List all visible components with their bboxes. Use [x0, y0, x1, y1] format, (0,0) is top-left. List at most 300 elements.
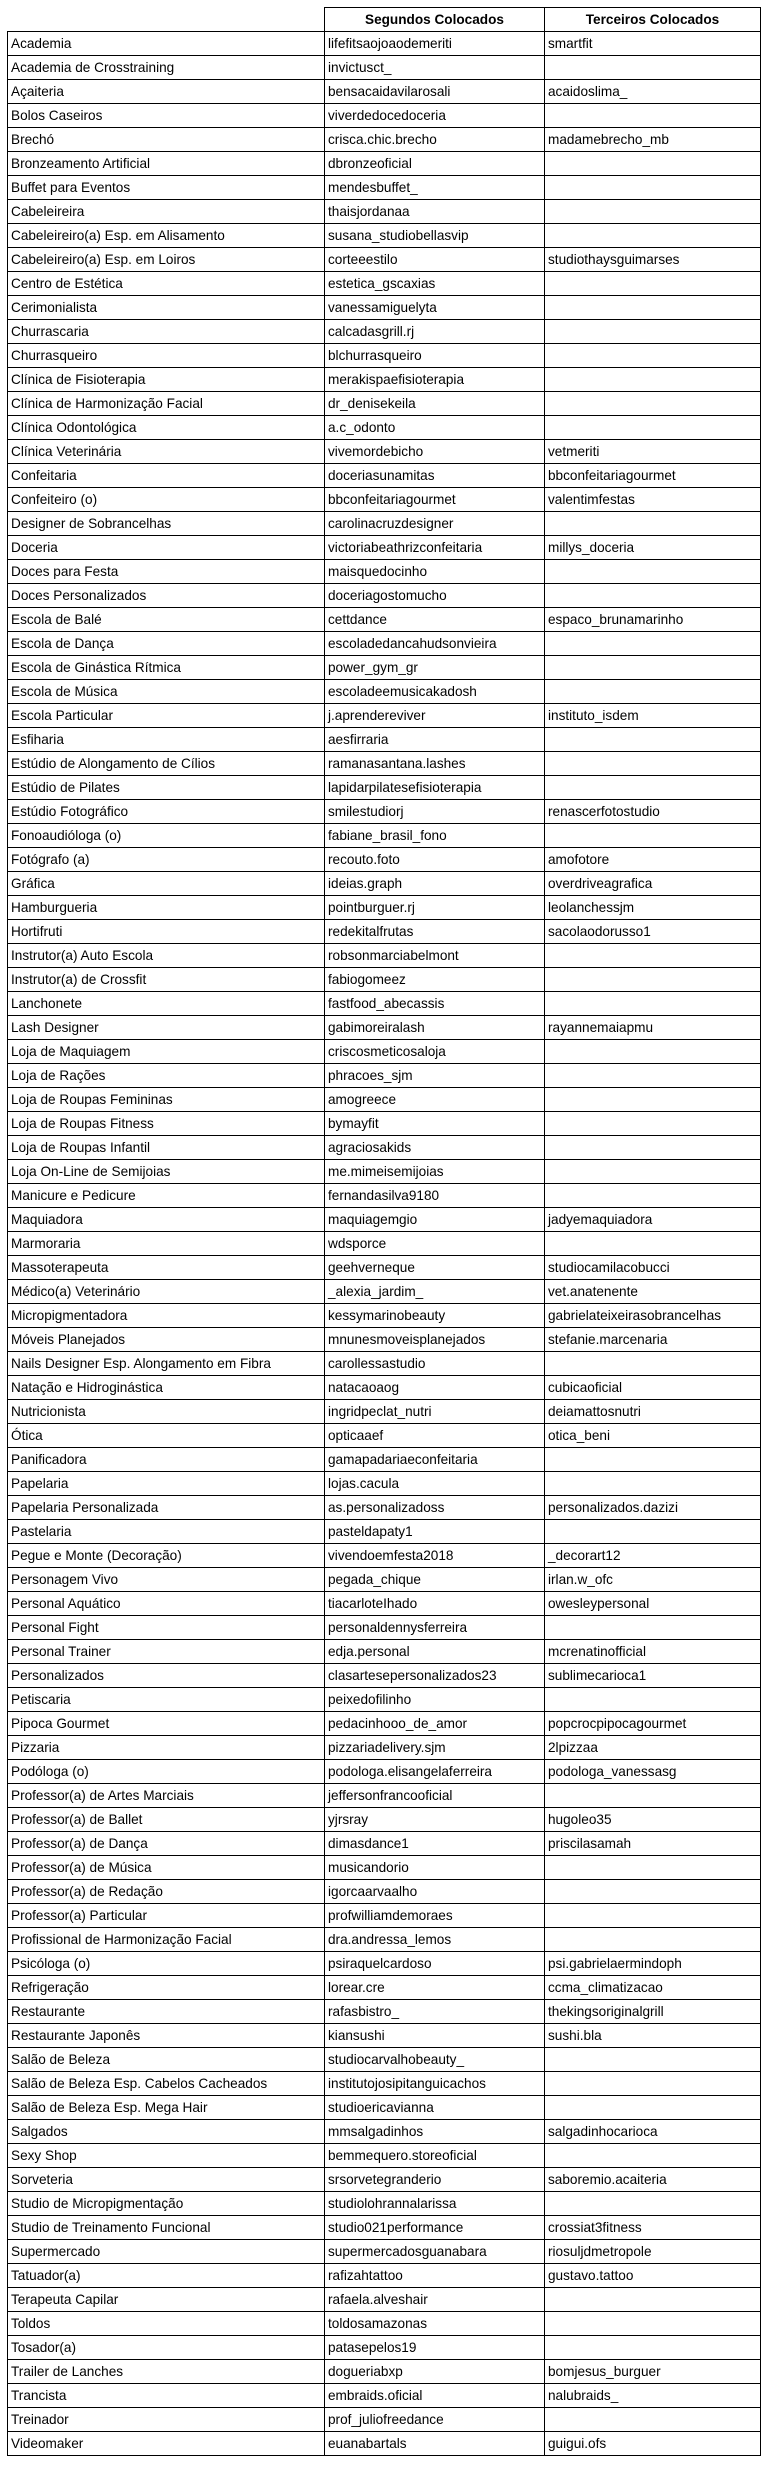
category-cell: Pastelaria — [8, 1520, 325, 1544]
table-row — [8, 944, 761, 968]
category-cell: Confeiteiro (o) — [8, 488, 325, 512]
category-cell: Refrigeração — [8, 1976, 325, 2000]
table-row — [8, 416, 761, 440]
second-place-cell: _alexia_jardim_ — [325, 1280, 545, 1304]
third-place-cell — [545, 392, 761, 416]
second-place-cell: fabiane_brasil_fono — [325, 824, 545, 848]
table-row — [8, 1256, 761, 1280]
category-cell: Nutricionista — [8, 1400, 325, 1424]
third-place-cell: nalubraids_ — [545, 2384, 761, 2408]
table-body — [8, 32, 761, 2456]
second-place-cell: gabimoreiralash — [325, 1016, 545, 1040]
category-cell: Doceria — [8, 536, 325, 560]
second-place-cell: musicandorio — [325, 1856, 545, 1880]
third-place-cell: rayannemaiapmu — [545, 1016, 761, 1040]
second-place-cell: prof_juliofreedance — [325, 2408, 545, 2432]
table-row — [8, 1928, 761, 1952]
category-cell: Médico(a) Veterinário — [8, 1280, 325, 1304]
second-place-cell: dogueriabxp — [325, 2360, 545, 2384]
second-place-cell: psiraquelcardoso — [325, 1952, 545, 1976]
category-cell: Panificadora — [8, 1448, 325, 1472]
header-second-place: Segundos Colocados — [325, 8, 545, 32]
table-row — [8, 608, 761, 632]
third-place-cell — [545, 1136, 761, 1160]
category-cell: Academia de Crosstraining — [8, 56, 325, 80]
third-place-cell — [545, 728, 761, 752]
table-row — [8, 128, 761, 152]
table-row — [8, 1496, 761, 1520]
table-row — [8, 1424, 761, 1448]
second-place-cell: dr_denisekeila — [325, 392, 545, 416]
table-row — [8, 248, 761, 272]
table-row — [8, 1904, 761, 1928]
second-place-cell: fabiogomeez — [325, 968, 545, 992]
table-row — [8, 2288, 761, 2312]
second-place-cell: crisca.chic.brecho — [325, 128, 545, 152]
second-place-cell: phracoes_sjm — [325, 1064, 545, 1088]
third-place-cell — [545, 656, 761, 680]
category-cell: Tatuador(a) — [8, 2264, 325, 2288]
table-row — [8, 1784, 761, 1808]
second-place-cell: recouto.foto — [325, 848, 545, 872]
second-place-cell: mmsalgadinhos — [325, 2120, 545, 2144]
table-row — [8, 584, 761, 608]
second-place-cell: bemmequero.storeoficial — [325, 2144, 545, 2168]
third-place-cell — [545, 152, 761, 176]
third-place-cell: psi.gabrielaermindoph — [545, 1952, 761, 1976]
table-row — [8, 1040, 761, 1064]
table-row — [8, 392, 761, 416]
third-place-cell — [545, 752, 761, 776]
category-cell: Professor(a) de Dança — [8, 1832, 325, 1856]
second-place-cell: viverdedocedoceria — [325, 104, 545, 128]
second-place-cell: dra.andressa_lemos — [325, 1928, 545, 1952]
third-place-cell: millys_doceria — [545, 536, 761, 560]
second-place-cell: me.mimeisemijoias — [325, 1160, 545, 1184]
third-place-cell — [545, 512, 761, 536]
category-cell: Manicure e Pedicure — [8, 1184, 325, 1208]
third-place-cell — [545, 1520, 761, 1544]
third-place-cell: sushi.bla — [545, 2024, 761, 2048]
category-cell: Pizzaria — [8, 1736, 325, 1760]
category-cell: Tosador(a) — [8, 2336, 325, 2360]
third-place-cell — [545, 560, 761, 584]
header-third-place: Terceiros Colocados — [545, 8, 761, 32]
third-place-cell: madamebrecho_mb — [545, 128, 761, 152]
third-place-cell — [545, 1112, 761, 1136]
category-cell: Doces Personalizados — [8, 584, 325, 608]
second-place-cell: lojas.cacula — [325, 1472, 545, 1496]
category-cell: Doces para Festa — [8, 560, 325, 584]
category-cell: Professor(a) de Música — [8, 1856, 325, 1880]
third-place-cell — [545, 584, 761, 608]
third-place-cell — [545, 1064, 761, 1088]
third-place-cell: cubicaoficial — [545, 1376, 761, 1400]
second-place-cell: peixedofilinho — [325, 1688, 545, 1712]
third-place-cell — [545, 296, 761, 320]
category-cell: Esfiharia — [8, 728, 325, 752]
third-place-cell — [545, 416, 761, 440]
second-place-cell: smilestudiorj — [325, 800, 545, 824]
category-cell: Treinador — [8, 2408, 325, 2432]
category-cell: Professor(a) de Redação — [8, 1880, 325, 1904]
table-row — [8, 1232, 761, 1256]
third-place-cell: gabrielateixeirasobrancelhas — [545, 1304, 761, 1328]
category-cell: Loja de Roupas Infantil — [8, 1136, 325, 1160]
second-place-cell: studiolohrannalarissa — [325, 2192, 545, 2216]
category-cell: Trancista — [8, 2384, 325, 2408]
second-place-cell: redekitalfrutas — [325, 920, 545, 944]
third-place-cell — [545, 1856, 761, 1880]
table-row — [8, 1400, 761, 1424]
second-place-cell: calcadasgrill.rj — [325, 320, 545, 344]
second-place-cell: vivendoemfesta2018 — [325, 1544, 545, 1568]
table-row — [8, 1208, 761, 1232]
table-row — [8, 1856, 761, 1880]
third-place-cell — [545, 1040, 761, 1064]
table-row — [8, 1352, 761, 1376]
second-place-cell: robsonmarciabelmont — [325, 944, 545, 968]
category-cell: Sorveteria — [8, 2168, 325, 2192]
third-place-cell — [545, 200, 761, 224]
category-cell: Loja de Rações — [8, 1064, 325, 1088]
third-place-cell: mcrenatinofficial — [545, 1640, 761, 1664]
second-place-cell: rafizahtattoo — [325, 2264, 545, 2288]
second-place-cell: dimasdance1 — [325, 1832, 545, 1856]
third-place-cell: sacolaodorusso1 — [545, 920, 761, 944]
third-place-cell — [545, 824, 761, 848]
category-cell: Personagem Vivo — [8, 1568, 325, 1592]
category-cell: Academia — [8, 32, 325, 56]
third-place-cell: studiocamilacobucci — [545, 1256, 761, 1280]
second-place-cell: rafasbistro_ — [325, 2000, 545, 2024]
third-place-cell — [545, 56, 761, 80]
table-row — [8, 680, 761, 704]
third-place-cell: hugoleo35 — [545, 1808, 761, 1832]
table-row — [8, 2096, 761, 2120]
table-row — [8, 368, 761, 392]
third-place-cell — [545, 104, 761, 128]
category-cell: Estúdio de Pilates — [8, 776, 325, 800]
third-place-cell — [545, 272, 761, 296]
third-place-cell: salgadinhocarioca — [545, 2120, 761, 2144]
second-place-cell: toldosamazonas — [325, 2312, 545, 2336]
table-row — [8, 1448, 761, 1472]
table-row — [8, 2384, 761, 2408]
category-cell: Psicóloga (o) — [8, 1952, 325, 1976]
third-place-cell: bbconfeitariagourmet — [545, 464, 761, 488]
table-row — [8, 968, 761, 992]
third-place-cell: otica_beni — [545, 1424, 761, 1448]
table-row — [8, 272, 761, 296]
second-place-cell: escoladeemusicakadosh — [325, 680, 545, 704]
category-cell: Toldos — [8, 2312, 325, 2336]
table-row — [8, 80, 761, 104]
category-cell: Ótica — [8, 1424, 325, 1448]
table-row — [8, 1664, 761, 1688]
third-place-cell — [545, 1184, 761, 1208]
second-place-cell: aesfirraria — [325, 728, 545, 752]
third-place-cell — [545, 320, 761, 344]
results-table — [7, 7, 761, 2456]
third-place-cell: espaco_brunamarinho — [545, 608, 761, 632]
third-place-cell — [545, 2288, 761, 2312]
third-place-cell: smartfit — [545, 32, 761, 56]
table-row — [8, 2024, 761, 2048]
third-place-cell — [545, 1232, 761, 1256]
third-place-cell: bomjesus_burguer — [545, 2360, 761, 2384]
third-place-cell: vetmeriti — [545, 440, 761, 464]
table-row — [8, 800, 761, 824]
second-place-cell: a.c_odonto — [325, 416, 545, 440]
second-place-cell: supermercadosguanabara — [325, 2240, 545, 2264]
third-place-cell: owesleypersonal — [545, 1592, 761, 1616]
third-place-cell: gustavo.tattoo — [545, 2264, 761, 2288]
category-cell: Escola Particular — [8, 704, 325, 728]
category-cell: Restaurante — [8, 2000, 325, 2024]
category-cell: Escola de Balé — [8, 608, 325, 632]
third-place-cell — [545, 2336, 761, 2360]
category-cell: Centro de Estética — [8, 272, 325, 296]
third-place-cell: vet.anatenente — [545, 1280, 761, 1304]
second-place-cell: amogreece — [325, 1088, 545, 1112]
category-cell: Sexy Shop — [8, 2144, 325, 2168]
table-row — [8, 1472, 761, 1496]
second-place-cell: natacaoaog — [325, 1376, 545, 1400]
second-place-cell: kiansushi — [325, 2024, 545, 2048]
second-place-cell: corteeestilo — [325, 248, 545, 272]
second-place-cell: institutojosipitanguicachos — [325, 2072, 545, 2096]
second-place-cell: bymayfit — [325, 1112, 545, 1136]
third-place-cell: leolanchessjm — [545, 896, 761, 920]
table-row — [8, 1616, 761, 1640]
second-place-cell: maisquedocinho — [325, 560, 545, 584]
second-place-cell: pedacinhooo_de_amor — [325, 1712, 545, 1736]
third-place-cell — [545, 1088, 761, 1112]
category-cell: Professor(a) de Artes Marciais — [8, 1784, 325, 1808]
second-place-cell: kessymarinobeauty — [325, 1304, 545, 1328]
third-place-cell: riosuljdmetropole — [545, 2240, 761, 2264]
table-row — [8, 464, 761, 488]
second-place-cell: lorear.cre — [325, 1976, 545, 2000]
table-row — [8, 2312, 761, 2336]
third-place-cell: acaidoslima_ — [545, 80, 761, 104]
third-place-cell — [545, 2048, 761, 2072]
third-place-cell — [545, 1472, 761, 1496]
category-cell: Cabeleireira — [8, 200, 325, 224]
category-cell: Papelaria — [8, 1472, 325, 1496]
category-cell: Studio de Treinamento Funcional — [8, 2216, 325, 2240]
second-place-cell: gamapadariaeconfeitaria — [325, 1448, 545, 1472]
table-row — [8, 2144, 761, 2168]
table-row — [8, 1520, 761, 1544]
category-cell: Salão de Beleza Esp. Cabelos Cacheados — [8, 2072, 325, 2096]
third-place-cell: studiothaysguimarses — [545, 248, 761, 272]
second-place-cell: lifefitsaojoaodemeriti — [325, 32, 545, 56]
second-place-cell: lapidarpilatesefisioterapia — [325, 776, 545, 800]
second-place-cell: maquiagemgio — [325, 1208, 545, 1232]
category-cell: Nails Designer Esp. Alongamento em Fibra — [8, 1352, 325, 1376]
category-cell: Clínica Veterinária — [8, 440, 325, 464]
category-cell: Pegue e Monte (Decoração) — [8, 1544, 325, 1568]
third-place-cell — [545, 176, 761, 200]
second-place-cell: victoriabeathrizconfeitaria — [325, 536, 545, 560]
table-row — [8, 1088, 761, 1112]
table-row — [8, 2120, 761, 2144]
category-cell: Loja de Maquiagem — [8, 1040, 325, 1064]
second-place-cell: wdsporce — [325, 1232, 545, 1256]
category-cell: Brechó — [8, 128, 325, 152]
second-place-cell: power_gym_gr — [325, 656, 545, 680]
category-cell: Designer de Sobrancelhas — [8, 512, 325, 536]
third-place-cell: 2lpizzaa — [545, 1736, 761, 1760]
second-place-cell: vanessamiguelyta — [325, 296, 545, 320]
category-cell: Micropigmentadora — [8, 1304, 325, 1328]
third-place-cell: ccma_climatizacao — [545, 1976, 761, 2000]
third-place-cell: irlan.w_ofc — [545, 1568, 761, 1592]
table-row — [8, 2216, 761, 2240]
table-row — [8, 1832, 761, 1856]
category-cell: Terapeuta Capilar — [8, 2288, 325, 2312]
second-place-cell: carollessastudio — [325, 1352, 545, 1376]
table-row — [8, 848, 761, 872]
second-place-cell: blchurrasqueiro — [325, 344, 545, 368]
second-place-cell: bbconfeitariagourmet — [325, 488, 545, 512]
category-cell: Personal Aquático — [8, 1592, 325, 1616]
second-place-cell: srsorvetegranderio — [325, 2168, 545, 2192]
category-cell: Videomaker — [8, 2432, 325, 2456]
third-place-cell: instituto_isdem — [545, 704, 761, 728]
category-cell: Salão de Beleza — [8, 2048, 325, 2072]
category-cell: Lash Designer — [8, 1016, 325, 1040]
table-row — [8, 824, 761, 848]
category-cell: Personal Fight — [8, 1616, 325, 1640]
table-row — [8, 1544, 761, 1568]
second-place-cell: fastfood_abecassis — [325, 992, 545, 1016]
table-row — [8, 1280, 761, 1304]
category-cell: Estúdio de Alongamento de Cílios — [8, 752, 325, 776]
category-cell: Fotógrafo (a) — [8, 848, 325, 872]
second-place-cell: vivemordebicho — [325, 440, 545, 464]
second-place-cell: bensacaidavilarosali — [325, 80, 545, 104]
second-place-cell: as.personalizadoss — [325, 1496, 545, 1520]
table-row — [8, 1760, 761, 1784]
category-cell: Clínica de Harmonização Facial — [8, 392, 325, 416]
table-row — [8, 728, 761, 752]
third-place-cell — [545, 2144, 761, 2168]
third-place-cell: deiamattosnutri — [545, 1400, 761, 1424]
table-row — [8, 512, 761, 536]
category-cell: Restaurante Japonês — [8, 2024, 325, 2048]
table-row — [8, 1184, 761, 1208]
table-row — [8, 1064, 761, 1088]
table-row — [8, 1712, 761, 1736]
table-row — [8, 896, 761, 920]
third-place-cell: sublimecarioca1 — [545, 1664, 761, 1688]
third-place-cell — [545, 992, 761, 1016]
second-place-cell: mnunesmoveisplanejados — [325, 1328, 545, 1352]
table-row — [8, 1136, 761, 1160]
table-row — [8, 1376, 761, 1400]
category-cell: Professor(a) de Ballet — [8, 1808, 325, 1832]
table-row — [8, 656, 761, 680]
category-cell: Churrasqueiro — [8, 344, 325, 368]
second-place-cell: tiacarloteIhado — [325, 1592, 545, 1616]
third-place-cell: saboremio.acaiteria — [545, 2168, 761, 2192]
second-place-cell: pasteldapaty1 — [325, 1520, 545, 1544]
table-row — [8, 2192, 761, 2216]
category-cell: Trailer de Lanches — [8, 2360, 325, 2384]
third-place-cell — [545, 776, 761, 800]
second-place-cell: jeffersonfrancooficial — [325, 1784, 545, 1808]
third-place-cell — [545, 1616, 761, 1640]
table-row — [8, 2360, 761, 2384]
second-place-cell: igorcaarvaalho — [325, 1880, 545, 1904]
third-place-cell: podologa_vanessasg — [545, 1760, 761, 1784]
second-place-cell: personaldennysferreira — [325, 1616, 545, 1640]
third-place-cell: priscilasamah — [545, 1832, 761, 1856]
second-place-cell: agraciosakids — [325, 1136, 545, 1160]
table-row — [8, 296, 761, 320]
second-place-cell: profwilliamdemoraes — [325, 1904, 545, 1928]
category-cell: Personalizados — [8, 1664, 325, 1688]
table-row — [8, 1592, 761, 1616]
category-cell: Professor(a) Particular — [8, 1904, 325, 1928]
third-place-cell: valentimfestas — [545, 488, 761, 512]
third-place-cell: popcrocpipocagourmet — [545, 1712, 761, 1736]
category-cell: Maquiadora — [8, 1208, 325, 1232]
category-cell: Marmoraria — [8, 1232, 325, 1256]
third-place-cell — [545, 680, 761, 704]
table-row — [8, 1808, 761, 1832]
category-cell: Profissional de Harmonização Facial — [8, 1928, 325, 1952]
category-cell: Instrutor(a) Auto Escola — [8, 944, 325, 968]
table-row — [8, 536, 761, 560]
table-row — [8, 752, 761, 776]
category-cell: Supermercado — [8, 2240, 325, 2264]
second-place-cell: dbronzeoficial — [325, 152, 545, 176]
third-place-cell — [545, 632, 761, 656]
table-row — [8, 2408, 761, 2432]
second-place-cell: escoladedancahudsonvieira — [325, 632, 545, 656]
third-place-cell — [545, 944, 761, 968]
category-cell: Clínica Odontológica — [8, 416, 325, 440]
second-place-cell: ingridpeclat_nutri — [325, 1400, 545, 1424]
third-place-cell — [545, 1880, 761, 1904]
table-row — [8, 560, 761, 584]
category-cell: Natação e Hidroginástica — [8, 1376, 325, 1400]
category-cell: Loja On-Line de Semijoias — [8, 1160, 325, 1184]
table-row — [8, 2072, 761, 2096]
second-place-cell: thaisjordanaa — [325, 200, 545, 224]
category-cell: Papelaria Personalizada — [8, 1496, 325, 1520]
third-place-cell: stefanie.marcenaria — [545, 1328, 761, 1352]
third-place-cell — [545, 1784, 761, 1808]
category-cell: Massoterapeuta — [8, 1256, 325, 1280]
table-row — [8, 2000, 761, 2024]
table-row — [8, 776, 761, 800]
second-place-cell: mendesbuffet_ — [325, 176, 545, 200]
second-place-cell: cettdance — [325, 608, 545, 632]
category-cell: Cerimonialista — [8, 296, 325, 320]
table-row — [8, 2336, 761, 2360]
table-row — [8, 1304, 761, 1328]
category-cell: Podóloga (o) — [8, 1760, 325, 1784]
second-place-cell: yjrsray — [325, 1808, 545, 1832]
table-row — [8, 920, 761, 944]
table-row — [8, 32, 761, 56]
header-row — [8, 8, 761, 32]
